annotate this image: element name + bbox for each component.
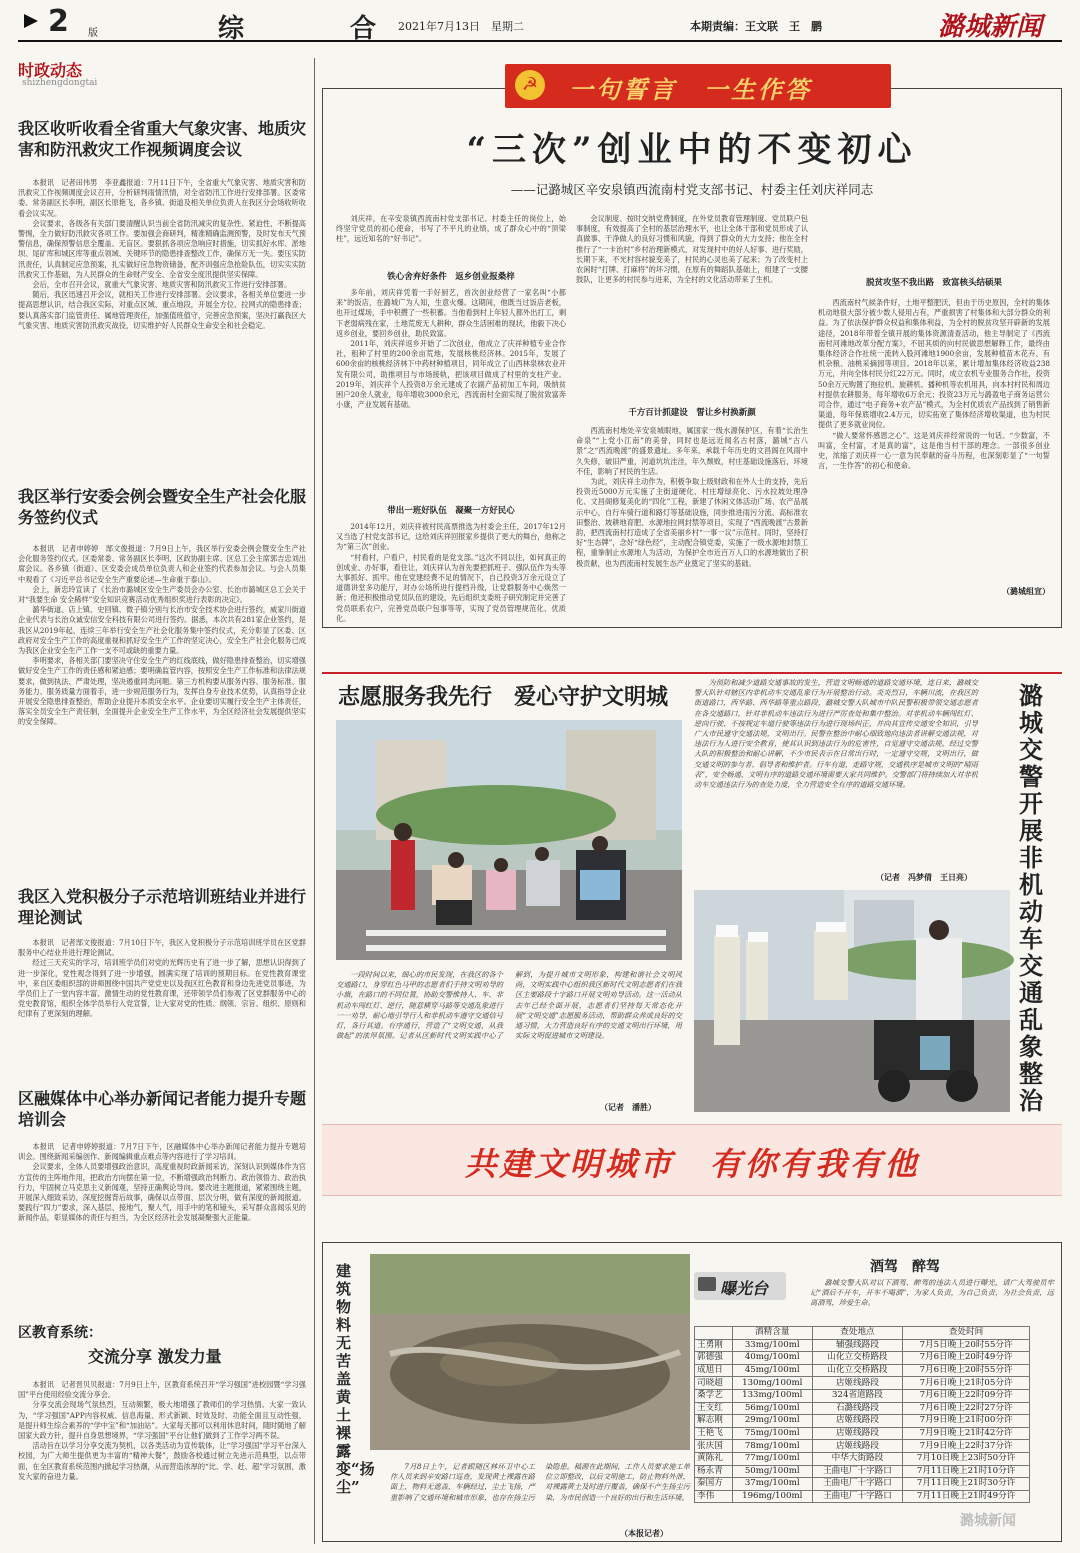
- table-cell: 杨永青: [695, 1465, 733, 1478]
- paragraph: 经过三天充实的学习，培训班学员们对党的光辉历史有了进一步了解，思想认识得到了进一步深化，党性观念得到了进一步增强，圆满实现了培训的预期目标。在党性教育课堂中，来自区委组织部的讲师围绕中国共产党党史以及我区红色教育和身边先进党员事迹，为学员们上了一堂内容丰富、激情生动的党性教育课，还带领学员们参观了区党群服务中心的党史教育馆，组织全体学员举行入党宣誓，让大家对党的性质、纲领、宗旨、组织、原则和纪律有了更深刻的理解。: [18, 958, 306, 1019]
- paragraph: 一段时间以来，细心的市民发现，在我区的各个交通路口，身穿红色马甲的志愿者们手持文明劝导的小旗，在路口的不同位置，协助交警维持人、车、非机动车闯红灯、逆行，随意横穿马路等交通乱象进行一一劝导，耐心地引导行人和非机动车遵守交通信号灯，各行其道。有序通行，营造了“文明交通，从我做起”的浓厚氛围。记者从区新时代文明实践中心了解到，为提升城市文明形象，构建和谐社会文明风尚，文明实践中心组织我区新时代文明志愿者们在我区主要路段十字路口开展文明劝导活动。这一活动从去年已经全面开展，志愿者们坚持每天常态化开展“文明交通”志愿服务活动，帮助群众养成良好的交通习惯，大力营造良好有序的交通文明出行环境，用实际文明促进城市文明建设。: [336, 970, 682, 1041]
- article4-body: [18, 1142, 306, 1300]
- table-cell: 7月11日晚上21时10分许: [903, 1465, 1030, 1478]
- table-cell: 7月6日晚上20时49分许: [903, 1352, 1030, 1365]
- traffic-credit: （记者 冯梦倩 王日亮）: [876, 872, 972, 882]
- feature-subhead-2: 带出一班好队伍 凝聚一方好民心: [387, 506, 515, 516]
- paragraph: 西流南村地处辛安泉城眼地，属国家一级水源保护区，有着“长治生命泉”“上党小江南”的美誉，同时也是远近闻名古村落，潞城“古八景”之“西流晚渡”的盛景遗址。多年来，承载千年历史的文昌阁在风雨中久失修，破旧严重，河道坑坑洼洼，年久颓败，村庄基础设施落后，环境不佳，影响了村民的生活。: [576, 426, 808, 476]
- page-header: [18, 6, 1062, 42]
- table-row: [695, 1352, 1030, 1365]
- paragraph: 本报讯 记者申婷婷报道：7月7日下午，区融媒体中心举办新闻记者能力提升专题培训会。围绕新闻采编创作、新闻编辑重点难点等内容进行了学习培训。: [18, 1142, 306, 1162]
- paragraph: 2014年12月，刘庆祥被村民高票推选为村委会主任，2017年12月又当选了村党支部书记，这给刘庆祥回报家乡提供了更大的舞台，他称之为“第三次”创业。: [336, 522, 567, 552]
- table-cell: 成旭日: [695, 1364, 733, 1377]
- feature-subhead-4: 脱贫攻坚不我出路 致富核头结硕果: [865, 278, 1002, 288]
- volunteer-title: 志愿服务我先行 爱心守护文明城: [338, 684, 669, 710]
- exposure-photo: [370, 1254, 690, 1450]
- drunk-table: [694, 1326, 1030, 1503]
- traffic-body: [694, 678, 978, 864]
- exposure-credit: （本报记者）: [620, 1528, 668, 1538]
- paragraph: 会议制度、按时交纳党费制度，在外党员教育管理制度、党员联户包事制度，有效提高了全村的基层治理水平，也让全体干部和党员形成了认真做事、干净做人的良好习惯和风貌，得到了群众的大力支持；他在全村推行了“一卡治村”乡村治理新模式，对发现村中的好人好事、进行奖励，长期下来，不光村容村貌变美了，村民的心灵也美了起来；为了改变村上农闲时“打牌、打麻将”的坏习惯，在原有的舞蹈队基础上，组建了一支腰鼓队，让更多的村民参与进来，为全村的文化活动带来了生机。: [576, 214, 808, 285]
- paragraph: 7月8日上午，记者跟随区林环卫中心工作人员来到辛安路口巡查，发现黄土裸露在路面上，物料无遮盖，车辆经过，尘土飞扬，严重影响了交通环境和城市形象，也存在扬尘污染隐患。稿源在此期间，工作人员要求施工单位立即整改，以后文明施工，防止物料外泄，对裸露黄土及时进行覆盖，确保不产生扬尘污染，为市民创造一个良好的出行和生活环境。: [390, 1462, 690, 1502]
- page-suffix: 版: [88, 28, 98, 39]
- table-cell: 秦国方: [695, 1478, 733, 1491]
- issue-date: 2021年7月13日 星期二: [398, 20, 524, 33]
- table-header: 查处地点: [812, 1327, 902, 1340]
- paragraph: 本报讯 记者田伟男 李亚鑫报道：7月11日下午，全省重大气象灾害、地质灾害和防汛救灾工作视频调度会议召开，分析研判雨情汛情，对全省防汛工作进行安排部署。区委常委、常务副区长李明，副区长原艳飞，各乡镇、街道及相关单位负责人在我区分会场收听收看会议实况。: [18, 178, 306, 218]
- volunteer-credit: （记者 潘胜）: [600, 1102, 656, 1112]
- feature-lead: [336, 214, 566, 262]
- slogan-banner: [322, 1124, 1062, 1196]
- table-row: [695, 1339, 1030, 1352]
- feature-subhead-3: 千方百计抓建设 誓让乡村换新颜: [628, 408, 756, 418]
- paragraph: 会议要求，各级各有关部门要清醒认识当前全省防汛减灾的复杂性、紧迫性，不断提高警惕，全力做好防汛救灾各项工作。要加强会商研判，精准精确监测预警，及时发布天气预警信息，确保预警信息全覆盖、无盲区。要狠抓各项应急响应时措施，切实抓好水库、淤地坝、尾矿库和城区库等重点领域、关键环节的隐患排查整改工作，确保万无一失。要压实防汛责任，认真制定应急预案，扎实做好应急物资储备，配齐训强应急抢险队伍，切实实实防汛救灾工作基础，为人民群众的生命财产安全、全省安全度汛提供坚实保障。: [18, 218, 306, 279]
- feature-subtitle: ——记潞城区辛安泉镇西流南村党支部书记、村委主任刘庆祥同志: [510, 182, 874, 197]
- paragraph: “做人要常怀感恩之心”。这是刘庆祥经常说的一句话。“少数富，不叫富，全村富，才是真的富”，这是他当村干部的理念。一部很多创业史，浓缩了刘庆祥一心一意为民奉献的奋斗历程，也深刻彰显了“一句誓言，一生作答”的初心和使命。: [818, 430, 1050, 471]
- table-cell: 7月9日晚上21时00分许: [903, 1415, 1030, 1428]
- table-cell: 7月6日晚上22时27分许: [903, 1402, 1030, 1415]
- paragraph: 会后，全市召开会议，就重大气象灾害、地质灾害和防汛救灾工作进行安排部署。: [32, 280, 292, 290]
- feature-credit: （潞城组宣）: [1002, 586, 1050, 596]
- paper-logo: 潞城新闻: [938, 12, 1043, 42]
- table-cell: 56mg/100ml: [732, 1402, 812, 1415]
- paragraph: 本报讯 记者郜文俊报道：7月10日下午，我区入党积极分子示范培训班学员在区党群服务中心结业并进行理论测试。: [18, 938, 306, 958]
- table-cell: 77mg/100ml: [732, 1452, 812, 1465]
- table-cell: 75mg/100ml: [732, 1427, 812, 1440]
- table-cell: 郭德强: [695, 1352, 733, 1365]
- table-cell: 196mg/100ml: [732, 1490, 812, 1503]
- paragraph: 李明要求，各相关部门要坚决守住安全生产的红线底线，做好隐患排查整治，切实增强做好安全生产工作的责任感和紧迫感；要明确监管内容，按照安全生产工作标准和法律法规要求，做到执法、严肃处理，坚决遏重同类问题。第三方机构要从服务内容、服务标准、服务能力、服务质量方面着手，进一步规范服务行为，发挥自身专业技术优势，认真指导企业开展安全隐患排查整治，帮助企业提升本质安全水平。企业要切实履行安全生产主体责任，落实全员安全生产责任制，全面提升企业安全生产工作水平，为全区经济社会发展提供坚实的安全保障。: [18, 656, 306, 727]
- left-column: [18, 58, 308, 92]
- article5-kicker: 区教育系统：: [18, 1325, 102, 1341]
- feature-body-2: [336, 522, 567, 623]
- table-row: [695, 1465, 1030, 1478]
- red-rule: [322, 672, 1062, 674]
- column-title: 时政动态: [18, 61, 83, 80]
- paragraph: 刘庆祥，在辛安泉镇西流南村党支部书记、村委主任的岗位上，始终坚守党员的初心使命，书写了不平凡的业绩，成了群众心中的“顶梁柱”，远近知名的“好书记”。: [336, 214, 566, 244]
- exposure-tag: [694, 1272, 786, 1300]
- table-cell: 133mg/100ml: [732, 1389, 812, 1402]
- paragraph: 潞城交警大队对以下酒驾、醉驾的违法人员进行曝光，请广大驾驶员牢记“酒后不开车，开车不喝酒”，为家人负责，为自己负责，为社会负责，远离酒驾，珍爱生命。: [810, 1278, 1054, 1308]
- table-cell: 7月6日晚上22时09分许: [903, 1389, 1030, 1402]
- table-cell: 店姬线路段: [812, 1427, 902, 1440]
- traffic-title: 潞城交警开展非机动车交通乱象整治: [1019, 681, 1043, 1115]
- table-cell: 桑学艺: [695, 1389, 733, 1402]
- table-row: [695, 1490, 1030, 1503]
- watermark: 潞城新闻: [960, 1513, 1016, 1529]
- table-cell: 7月11日晚上21时30分许: [903, 1478, 1030, 1491]
- table-cell: 33mg/100ml: [732, 1339, 812, 1352]
- feature-banner: [505, 64, 891, 108]
- table-cell: 45mg/100ml: [732, 1364, 812, 1377]
- paragraph: 活动旨在以学习分享交流为契机，以各类活动为宣传载体，让“学习强国”学习平台深入校园，为广大师生提供更为丰富的“精神大餐”，鼓励各校通过树立先进示范典型，以点带面，在全区教育系统范围内掀起学习热潮，从而营造浓厚的“比、学、赶、超”学习氛围，激发大家的奋进力量。: [18, 1441, 306, 1481]
- table-row: [695, 1440, 1030, 1453]
- table-cell: 37mg/100ml: [732, 1478, 812, 1491]
- table-cell: 7月6日晚上21时05分许: [903, 1377, 1030, 1390]
- paragraph: 会上，新忠玲宣读了《长治市潞城区安全生产委员会办公室、长治市潞城区总工会关于对“我要生命 安全稀样”安全知识竞赛活动优秀组织奖进行表彰的决定》。: [18, 584, 306, 605]
- feature-body-3: [576, 214, 808, 392]
- camera-icon: [698, 1277, 716, 1291]
- table-cell: 7月5日晚上20时55分许: [903, 1339, 1030, 1352]
- exposure-body: [390, 1462, 690, 1538]
- table-cell: 石潞线路段: [812, 1402, 902, 1415]
- article3-body: [18, 938, 306, 1068]
- table-cell: 辅强线路段: [812, 1339, 902, 1352]
- article4-title: 区融媒体中心举办新闻记者能力提升专题培训会: [18, 1089, 307, 1129]
- table-cell: 店姬线路段: [812, 1415, 902, 1428]
- table-cell: 50mg/100ml: [732, 1465, 812, 1478]
- table-cell: 324省道路段: [812, 1389, 902, 1402]
- table-cell: 店姬线路段: [812, 1377, 902, 1390]
- editors: 本期责编：王文联 王 鹏: [690, 20, 822, 33]
- paragraph: 潞华街道、店上镇、史回镇、微子镇分别与长治市安全技术协会进行签约，威家川街道企业代表与长治众诚安信安全科技有限公司进行签约。据悉，本次共有281家企业签约，是我区从2019年起，连续三年举行安全生产社会化服务集中签约仪式，充分彰显了区委、区政府对安全生产工作的高度重视和抓好安全生产工作的坚定决心，安全生产社会化服务已成为我区企业安全生产工作一支不可或缺的重要力量。: [18, 605, 306, 656]
- table-cell: 王勇刚: [695, 1339, 733, 1352]
- table-cell: 解志刚: [695, 1415, 733, 1428]
- article5-body: [18, 1380, 306, 1544]
- table-cell: 王曲电厂十字路口: [812, 1478, 902, 1491]
- table-header: 查处时间: [903, 1327, 1030, 1340]
- table-header-row: [695, 1327, 1030, 1340]
- paragraph: 随后，我区迅速召开会议，就相关工作进行安排部署。会议要求，各相关单位要进一步提高思想认识，结合我区实际，对重点区域、重点地段，开展全方位、拉网式的隐患排查；要认真落实部门监管责任、属地管理责任，加强值班值守，完善应急预案，坚决打赢我区大气象灾害、地质灾害防汛救灾战役，切实维护好人民群众生命安全和社会稳定。: [18, 290, 306, 330]
- table-cell: 29mg/100ml: [732, 1415, 812, 1428]
- table-cell: 78mg/100ml: [732, 1440, 812, 1453]
- table-row: [695, 1377, 1030, 1390]
- table-cell: 司晓超: [695, 1377, 733, 1390]
- table-cell: 7月9日晚上21时42分许: [903, 1427, 1030, 1440]
- column-title-block: [18, 58, 308, 92]
- table-header: [695, 1327, 733, 1340]
- paragraph: 西流南村气候条件好，土地平整肥沃，但由于历史原因，全村的集体机动地很大部分被少数人侵用占有，严重损害了村集体和大部分群众的利益。为了依法保护群众权益和集体利益，为全村的脱贫攻坚开辟新的发展途径，2018年带着全镇开展的集体资源清查活动，他主导制定了《西流南村河滩地改革分配方案》，不屈其烦的向村民做思想解释工作，最终由集体经济合作社统一流转入股河滩地1900余亩，发展种植苗木花卉、有机杂粮、油桃采摘园等项目。2018年以来，累计增加集体经济收益238万元，并向全体村民分红22万元。同时，成立农机专业服务合作社，投资50余万元购置了拖拉机、旋耕机、播种机等农机用具，向本村村民和周边村提供农耕服务，每年增收6万余元；投资23万元与潞盈电子商务运营公司合作，通过“电子商务+农产品”模式，为全村优质农产品找到了销售新渠道，每年保底增收2.4万元，切实拓宽了集体经济增收渠道，也为村民提供了更多就业岗位。: [818, 298, 1050, 430]
- paragraph: 本报讯 记者晋贝贝报道：7月9日上午，区教育系统召开“学习强国”进校园暨“学习强国”平台使用经验交流分享会。: [18, 1380, 306, 1400]
- column-pinyin: shizhengdongtai: [22, 78, 98, 88]
- paragraph: “村看村，户看户，村民看的是党支部。”这次不同以往，如何真正的创成业、办好事，看住让，刘庆祥认为首先要把抓班子、强队伍作为头等大事抓好、抓牢。他在党建经费不足的情况下，自己投资3万余元设立了道德讲堂多功能厅，对办公场所进行提档升级，让党群服务中心焕然一新；他还积极推动党员队伍的建设，先后组织支委班子研究制定并完善了党员联系农户，完善党员联户包事等等，实现了党员管理规范化、优质化。: [336, 552, 567, 623]
- feature-banner-text: 一句誓言 一生作答: [569, 75, 812, 104]
- table-cell: 黄陈礼: [695, 1452, 733, 1465]
- table-cell: 王支红: [695, 1402, 733, 1415]
- table-cell: 7月10日晚上23时50分许: [903, 1452, 1030, 1465]
- paragraph: 为预防和减少道路交通事故的发生，营造文明畅通的道路交通环境，连日来，潞城交警大队针对辖区内非机动车交通乱象行为开展整治行动。炎炎烈日，车辆川流，在我区的街道路口，西华路、西华路等重点路段，潞城交警大队城市中队民警积极带领交通志愿者在各交通路口，针对非机动车违法行为进行严厉查处和集中整治。对非机动车辆闯红灯、逆向行驶、不按规定车道行驶等违法行为进行现场纠正，并向其宣传交通安全知识，引导广大市民遵守交通法规，文明出行。民警在整治中耐心细致地向违法者讲解交通法规，对违法行为人进行安全教育，使其认识到违法行为的危害性，自觉遵守交通法规。经过交警大队的积极整治和耐心讲解，不少市民表示在日常出行时，一定遵守交规，文明出行，做交通文明的参与者、倡导者和维护者。行车有道，走路守规，交通秩序是城市文明的“晴雨表”，安全畅通、文明有序的道路交通环境需要大家共同维护。交警部门将持续加大对非机动车交通违法行为的查处力度，全力营造安全有序的道路交通环境。: [694, 678, 978, 790]
- paragraph: 会议要求，全体人员要增强政治意识，高度重视时政新闻采访，深刻认识到媒体作为官方宣传的主阵地作用，把政治方向摆在第一位，不断增强政治判断力、政治领悟力、政治执行力，牢固树立马克思主义新闻观，坚持正确舆论导向。要改进主题报道，紧紧围绕主题，开展深入细致采访，深度挖掘背后故事，确保以点带面、层次分明，做有深度的新闻报道。要践行“四力”要求，深入基层、接地气，聚人气，用手中的笔和镜头，采写群众喜闻乐见的新闻作品，彰显媒体的责任与担当，为全区经济社会发展凝聚强大正能量。: [18, 1162, 306, 1223]
- table-row: [695, 1452, 1030, 1465]
- volunteer-photo: [336, 720, 682, 960]
- feature-subhead-1: 铁心舍弃好条件 返乡创业报桑梓: [387, 272, 515, 282]
- paragraph: 分享交流会现场气氛热烈，互动频繁，极大地增强了教师们的学习热情。大家一致认为，“学习强国”APP内容权威、信息海量、形式新颖、时效及时、功能全面且互动性强，是提升师生综合素养的“学中宝”和“加油站”。大家每天都可以利用休息时间，随时随地了解国家大政方针，提升自身思想境界，“学习强国”平台让他们做到了工作学习两不误。: [18, 1400, 306, 1441]
- table-row: [695, 1402, 1030, 1415]
- table-cell: 7月6日晚上20时55分许: [903, 1364, 1030, 1377]
- article1-title: 我区收听收看全省重大气象灾害、地质灾害和防汛救灾工作视频调度会议: [18, 119, 307, 159]
- feature-body-4: [576, 426, 808, 616]
- table-cell: 李伟: [695, 1490, 733, 1503]
- paragraph: 2011年，刘庆祥返乡开始了二次创业，他成立了庆祥种植专业合作社，租种了村里的200余亩荒地，发展核桃经济林。2015年，发展了600余亩的核桃经济林下中药材种植项目，同年成立了山西林泉林农业开发有限公司，助推项目与市场接轨，把该项目做成了村里的支柱产业。2019年，刘庆祥个人投资8万余元建成了农副产品初加工车间，吸纳贫困户20余人就业，每年增收3000余元，西流南村全面实现了脱贫致富奔小康，产业发展有基础。: [336, 339, 566, 410]
- exposure-vertical-title: 建筑物料无苦盖 黄土裸露变“扬尘”: [336, 1262, 375, 1496]
- article2-body: [18, 544, 306, 864]
- article2-title: 我区举行安委会例会暨安全生产社会化服务签约仪式: [18, 487, 307, 527]
- table-cell: 130mg/100ml: [732, 1377, 812, 1390]
- exposure-tag-text: 曝光台: [720, 1279, 769, 1298]
- party-emblem-icon: ☭: [515, 70, 545, 100]
- table-cell: 中华大街路段: [812, 1452, 902, 1465]
- drunk-intro: [810, 1278, 1054, 1320]
- table-cell: 7月9日晚上22时37分许: [903, 1440, 1030, 1453]
- table-cell: 40mg/100ml: [732, 1352, 812, 1365]
- column-divider: [314, 58, 315, 1544]
- article5-title: 交流分享 激发力量: [88, 1347, 222, 1366]
- slogan-text: 共建文明城市 有你有我有他: [464, 1145, 920, 1183]
- page-number: 2: [48, 4, 69, 39]
- table-cell: 王曲电厂十字路口: [812, 1465, 902, 1478]
- table-row: [695, 1427, 1030, 1440]
- paragraph: 本报讯 记者申婷婷 郜文俊报道：7月9日上午，我区举行安委会例会暨安全生产社会化服务签约仪式。区委常委、常务副区长李明，区政协副主席、区总工会主席郭吉忠刘出席会议。各乡镇（街道）、区安委会成员单位负责人和企业签约代表参加会议。与会人员集中观看了《习近平总书记安全生产重要论述—生命重于泰山》。: [18, 544, 306, 584]
- feature-body-5: [818, 298, 1050, 580]
- table-row: [695, 1364, 1030, 1377]
- table-cell: 山化立交桥路段: [812, 1352, 902, 1365]
- feature-body-1: [336, 288, 566, 496]
- volunteer-body: [336, 970, 682, 1106]
- paragraph: 为此，刘庆祥主动作为，积极争取上级财政和在外人士的支持，先后投资近5000万元实施了主街道硬化、村庄增绿亮化、污水拉坡处理净化、文昌阁修复美化的“四化”工程，新建了休闲文体活动广场、农产品展示中心，自行车骑行道和路灯等基础设施，同步推进雨污分流、高标准农田整治、坡耕地育肥、水源地拉网封禁等项目，实现了“西流晚渡”古景新韵，把西流南村打造成了全省美丽乡村“一事一议”示范村。同时，坚持打好“生态牌”，念好“绿色经”，主动配合镇党委，实施了一级水源地封禁工程，重拳制止水源地人为活动，为保护全市近百万人口的水源地做出了积极贡献，也为西流南村发展生态产业奠定了坚实的基础。: [576, 477, 808, 568]
- traffic-photo: [694, 890, 1010, 1112]
- feature-col1: [336, 214, 567, 623]
- article1-body: [18, 178, 306, 460]
- article3-title: 我区入党积极分子示范培训班结业并进行理论测试: [18, 887, 307, 927]
- table-cell: 山化立交桥路段: [812, 1364, 902, 1377]
- table-cell: 王曲电厂十字路口: [812, 1490, 902, 1503]
- drunk-title: 酒驾 醉驾: [870, 1259, 940, 1275]
- table-header: 酒精含量: [732, 1327, 812, 1340]
- feature-col2: [576, 214, 808, 618]
- table-cell: 王艳飞: [695, 1427, 733, 1440]
- table-cell: 张庆国: [695, 1440, 733, 1453]
- paragraph: 多年前，刘庆祥凭着一手好厨艺，首次创业经营了一家名叫“小都来”的饭店，在潞城广为人知，生意火爆。这期间，他既当过饭店老板，也开过煤场，手中积攒了一些积蓄。当他看到村上年轻人都外出打工，剩下老弱病残在家，土地荒废无人耕种，群众生活困难的现状，他毅下决心返乡创业，要回乡创业，助民致富。: [336, 288, 567, 338]
- feature-col3: [818, 214, 1050, 618]
- table-row: [695, 1415, 1030, 1428]
- table-row: [695, 1478, 1030, 1491]
- table-row: [695, 1389, 1030, 1402]
- section-name: 综 合: [218, 14, 417, 44]
- feature-title: “三次”创业中的不变初心: [466, 130, 918, 170]
- triangle-icon: [24, 14, 38, 28]
- table-cell: 7月11日晚上21时49分许: [903, 1490, 1030, 1503]
- table-cell: 店姬线路段: [812, 1440, 902, 1453]
